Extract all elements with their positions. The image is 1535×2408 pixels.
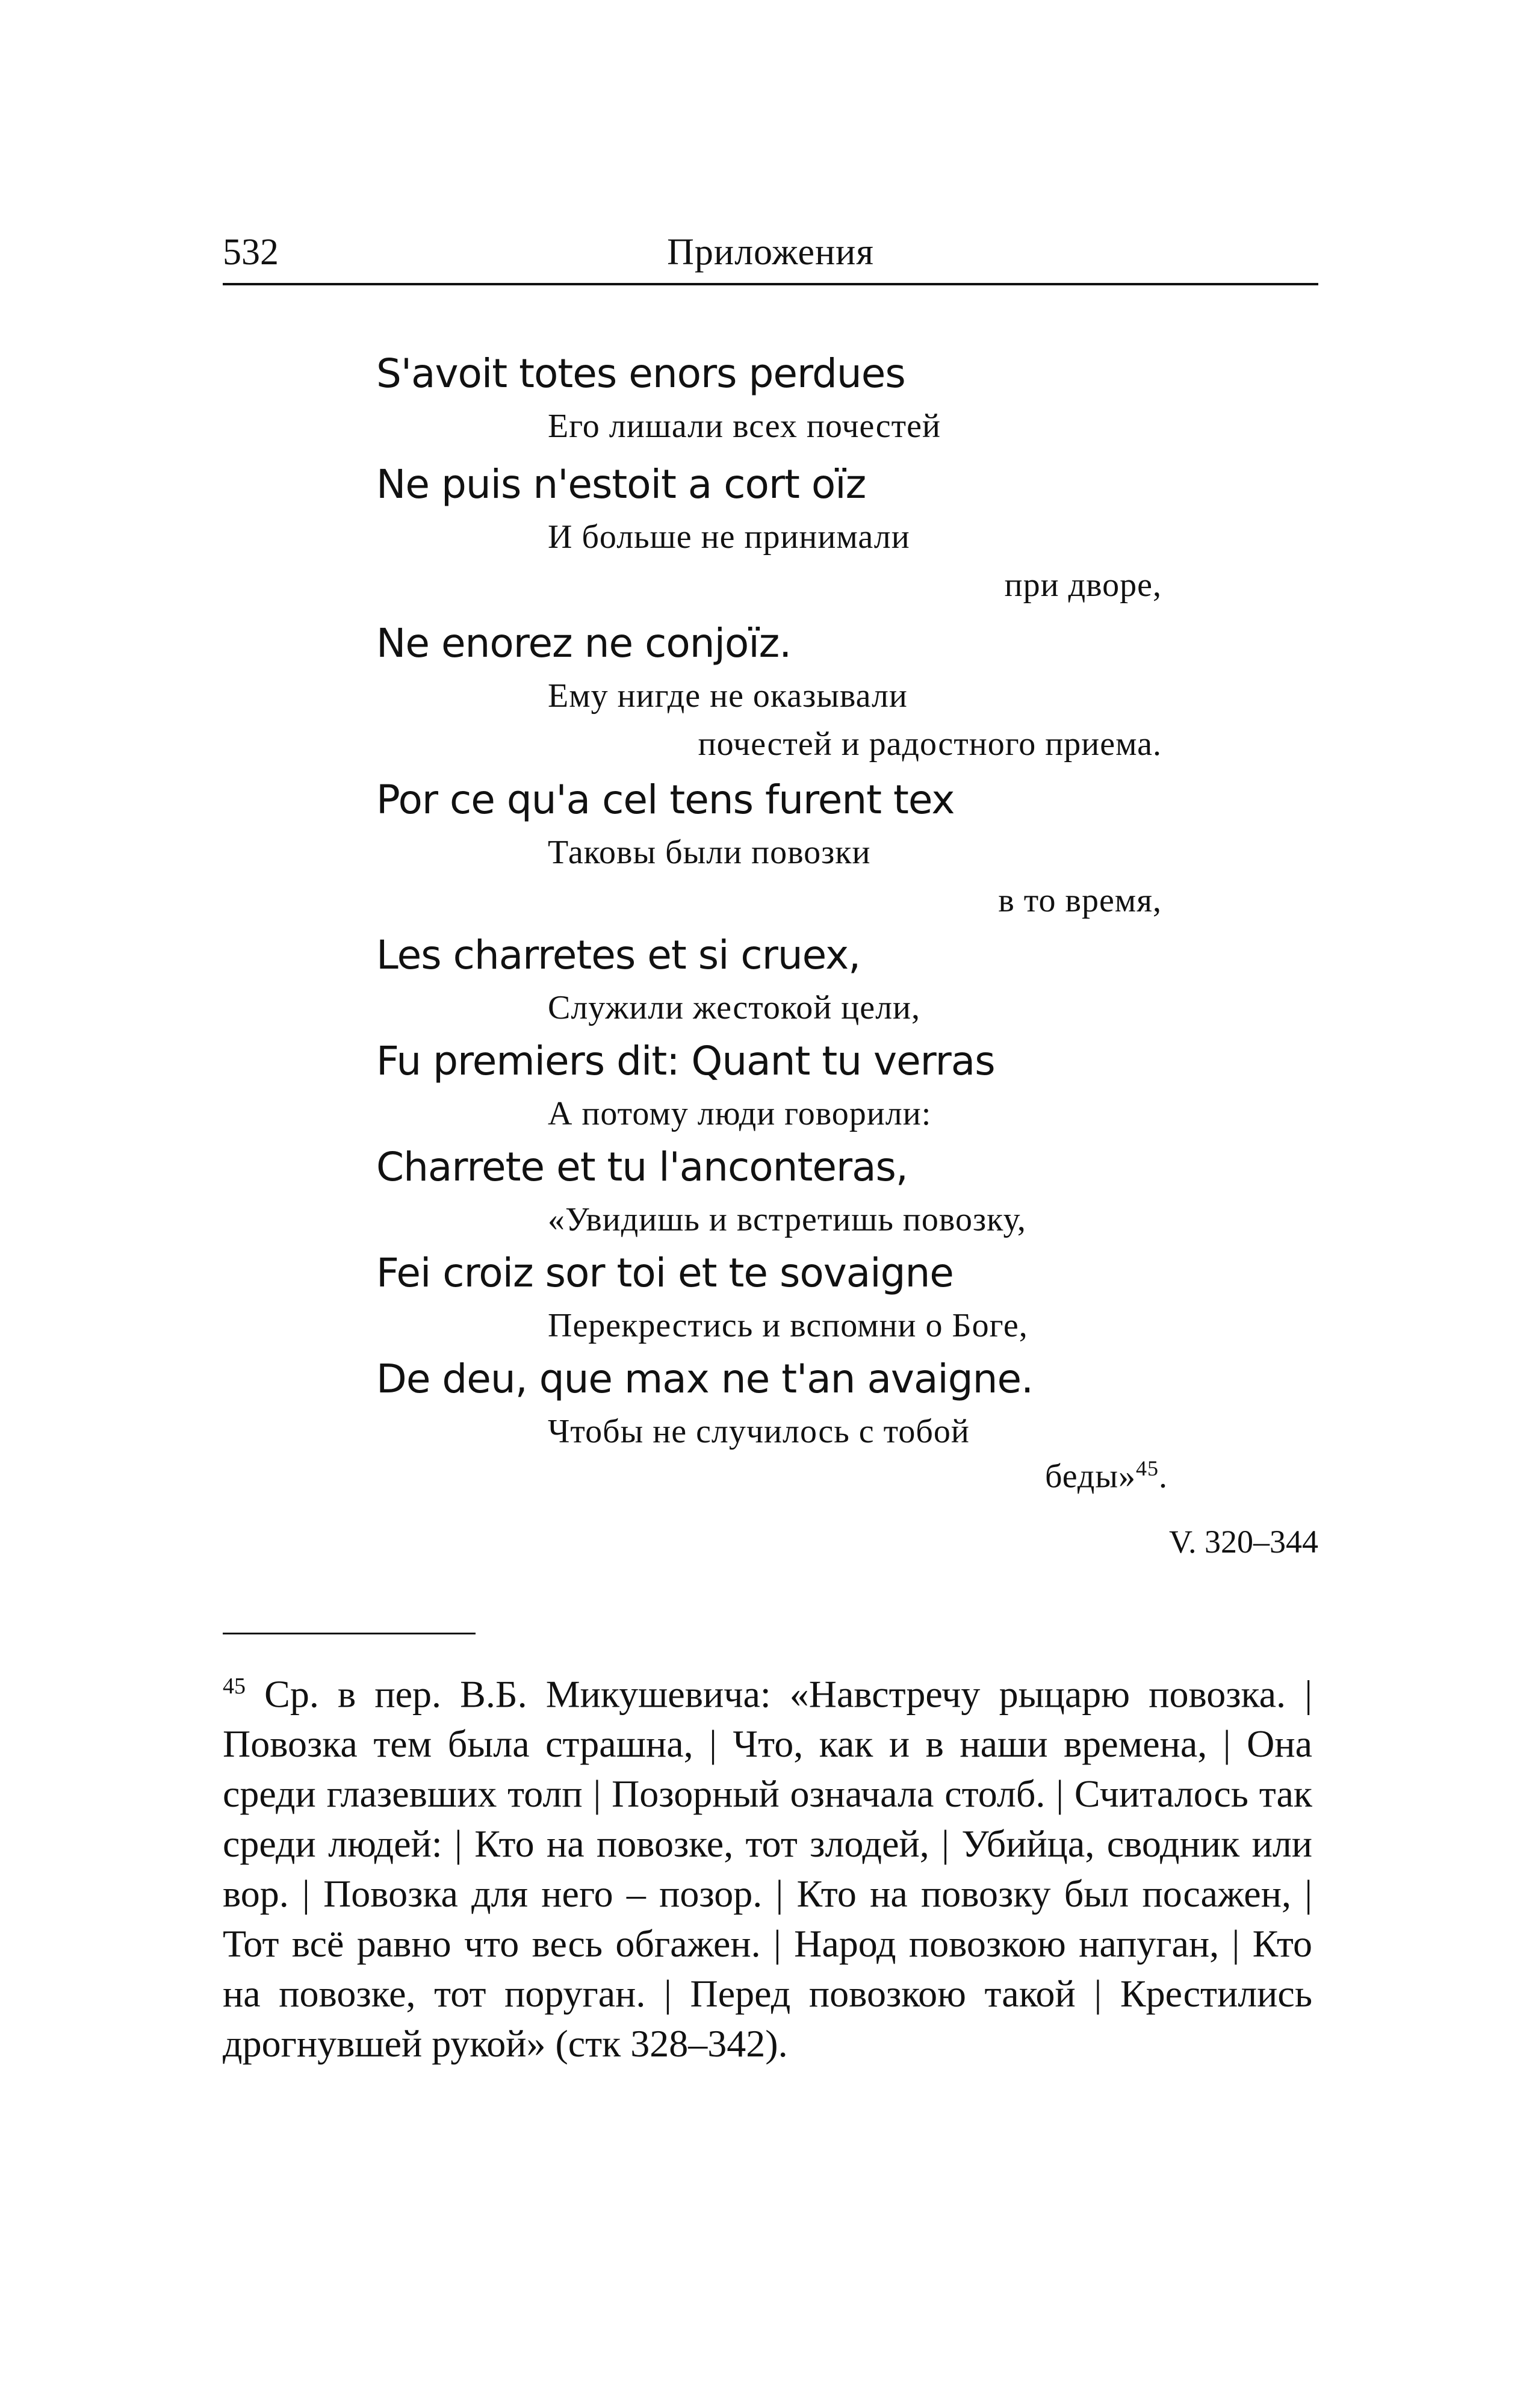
russian-line: Чтобы не случилось с тобой <box>548 1413 970 1450</box>
old-french-line: Fu premiers dit: Quant tu verras <box>376 1038 995 1084</box>
russian-line: Ему нигде не оказывали <box>548 677 908 715</box>
russian-line: в то время, <box>998 882 1162 919</box>
russian-line-text: беды» <box>1045 1457 1136 1495</box>
russian-line: «Увидишь и встретишь повозку, <box>548 1201 1026 1238</box>
footnote-marker: 45 <box>1136 1456 1159 1480</box>
old-french-line: Fei croiz sor toi et te sovaigne <box>376 1250 954 1296</box>
page-number: 532 <box>223 232 279 273</box>
russian-line-with-note <box>1045 1456 1168 1496</box>
russian-line: Его лишали всех почестей <box>548 408 941 445</box>
old-french-line: Charrete et tu l'anconteras, <box>376 1144 908 1190</box>
footnote-text: Ср. в пер. В.Б. Микушевича: «Навстречу рыцарю повозка. | Повозка тем была страшна, | Что, как и в наши времена, | Она среди глазевших толп | Позорный означала столб. | Считалось так среди людей: | Кто на повозке, тот злодей, | Убийца, сводник или вор. | Повозка для него – позор. | Кто на повозку был посажен, | Тот всё равно что весь обгажен. | Народ повозкою напуган, | Кто на повозке, тот поруган. | Перед повозкою такой | Крестились дрогнувшей рукой» (стк 328–342). <box>223 1672 1313 2065</box>
russian-line: Таковы были повозки <box>548 834 871 871</box>
old-french-line: Les charretes et si cruex, <box>376 932 861 978</box>
old-french-line: De deu, que max ne t'an avaigne. <box>376 1356 1034 1402</box>
period: . <box>1159 1457 1168 1495</box>
russian-line: почестей и радостного приема. <box>698 725 1162 763</box>
russian-line: при дворе, <box>1004 566 1162 604</box>
russian-line: Служили жестокой цели, <box>548 989 920 1026</box>
footnote-rule <box>223 1633 476 1634</box>
footnote <box>223 1662 1312 2068</box>
russian-line: Перекрестись и вспомни о Боге, <box>548 1307 1028 1344</box>
line-reference: V. 320–344 <box>1168 1524 1318 1560</box>
old-french-line: S'avoit totes enors perdues <box>376 350 905 397</box>
running-head: Приложения <box>667 232 874 273</box>
old-french-line: Ne puis n'estoit a cort oïz <box>376 461 866 507</box>
russian-line: И больше не принимали <box>548 518 910 556</box>
old-french-line: Por ce qu'a cel tens furent tex <box>376 777 955 823</box>
footnote-number: 45 <box>223 1674 246 1699</box>
old-french-line: Ne enorez ne conjoïz. <box>376 620 792 666</box>
russian-line: А потому люди говорили: <box>548 1095 932 1132</box>
